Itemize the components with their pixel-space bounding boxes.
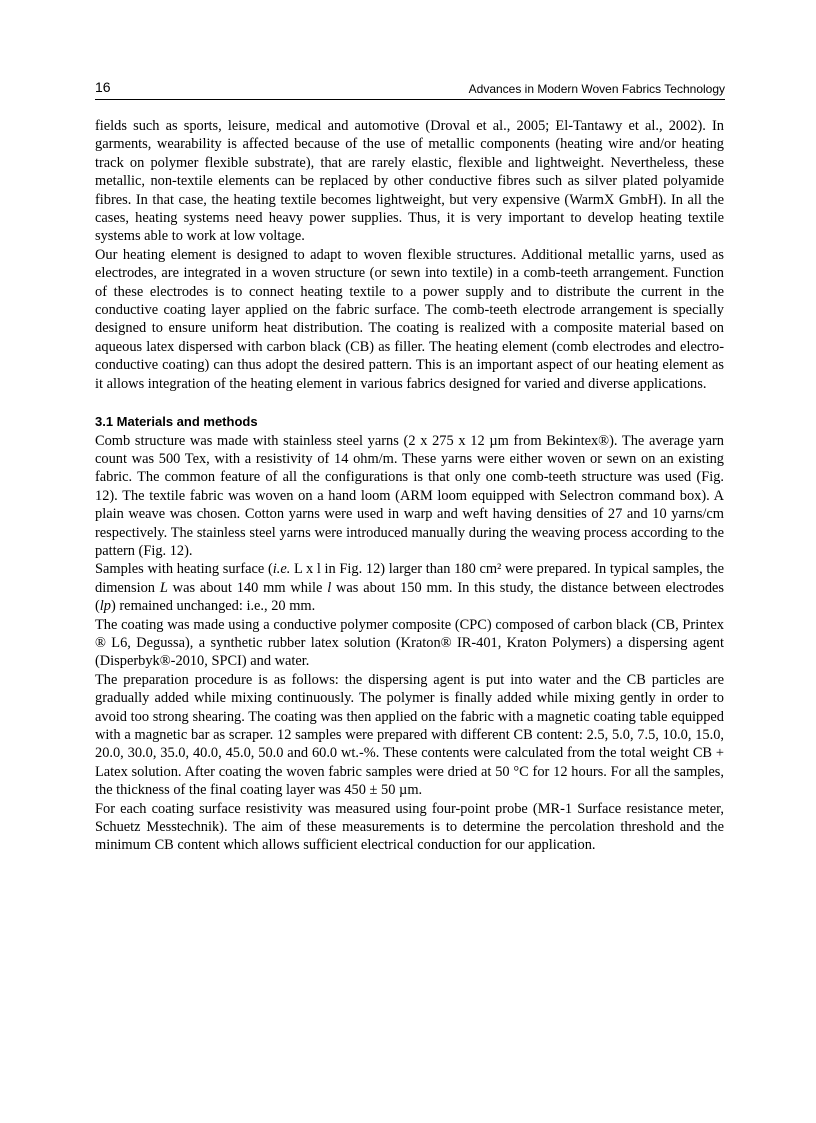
italic-text: i.e.: [272, 561, 291, 578]
running-title: Advances in Modern Woven Fabrics Technology: [468, 82, 725, 96]
paragraph: Our heating element is designed to adapt to woven flexible structures. Additional metallic yarns, used as electrodes, are integrated in a woven structure (or sewn into textile) in a comb-teeth arrangement. Function of these electrodes is to connect heating textile to a power supply and to distribute the current in the conductive coating layer applied on the fabric surface. The comb-teeth electrode arrangement is specially designed to ensure uniform heat distribution. The coating is realized with a composite material based on aqueous latex dispersed with carbon black (CB) as filler. The heating element (comb electrodes and electro-conductive coating) can thus adopt the desired pattern. This is an important aspect of our heating element as it allows integration of the heating element in various fabrics designed for varied and diverse applications.: [95, 246, 724, 392]
italic-text: l: [327, 579, 332, 596]
italic-text: L: [159, 579, 168, 596]
paragraph: The coating was made using a conductive polymer composite (CPC) composed of carbon black (CB, Printex ® L6, Degussa), a synthetic rubber latex solution (Kraton® IR-401, Kraton Polymers) a dispersing agent (Disperbyk®-2010, SPCI) and water.: [95, 616, 724, 670]
text-run: was about 140 mm while: [167, 579, 328, 596]
text-run: was about 150 mm. In this study, the distance between electrodes (: [95, 579, 725, 615]
paragraph: [95, 560, 724, 615]
italic-text: lp: [99, 598, 111, 615]
paragraph: The preparation procedure is as follows: the dispersing agent is put into water and the CB particles are gradually added while mixing continuously. The polymer is finally added while mixing gently in order to avoid too strong shearing. The coating was then applied on the fabric with a magnetic coating table equipped with a magnetic bar as scraper. 12 samples were prepared with different CB content: 2.5, 5.0, 7.5, 10.0, 15.0, 20.0, 30.0, 35.0, 40.0, 45.0, 50.0 and 60.0 wt.-%. These contents were calculated from the total weight CB + Latex solution. After coating the woven fabric samples were dried at 50 °C for 12 hours. For all the samples, the thickness of the final coating layer was 450 ± 50 µm.: [95, 671, 724, 799]
paragraph: Comb structure was made with stainless steel yarns (2 x 275 x 12 µm from Bekintex®). The average yarn count was 500 Tex, with a resistivity of 14 ohm/m. These yarns were either woven or sewn on an existing fabric. The common feature of all the configurations is that only one comb-teeth structure was used (Fig. 12). The textile fabric was woven on a hand loom (ARM loom equipped with Selectron command box). A plain weave was chosen. Cotton yarns were used in warp and weft having densities of 27 and 10 yarns/cm respectively. The stainless steel yarns were introduced manually during the weaving process according to the pattern (Fig. 12).: [95, 432, 724, 559]
page-header: [95, 79, 725, 100]
paragraph: fields such as sports, leisure, medical and automotive (Droval et al., 2005; El-Tantawy et al., 2002). In garments, wearability is affected because of the use of metallic components (heating wire and/or heating track on polymer flexible substrate), that are rarely elastic, flexible and lightweight. Nevertheless, these metallic, non-textile elements can be replaced by other conductive fibres such as silver plated polyamide fibres. In that case, the heating textile becomes lightweight, but very expensive (WarmX GmbH). In all the cases, heating systems need heavy power supplies. Thus, it is very important to develop heating textile systems able to work at low voltage.: [95, 118, 724, 245]
text-run: Samples with heating surface (: [95, 561, 273, 578]
paragraph: For each coating surface resistivity was measured using four-point probe (MR-1 Surface resistance meter, Schuetz Messtechnik). The aim of these measurements is to determine the percolation threshold and the minimum CB content which allows sufficient electrical conduction for our application.: [95, 800, 724, 854]
section-heading: 3.1 Materials and methods: [95, 414, 258, 430]
page-number: 16: [95, 79, 111, 95]
body-text: [95, 117, 724, 855]
text-run: ) remained unchanged: i.e., 20 mm.: [111, 598, 316, 615]
text-run: L x l in Fig. 12) larger than 180 cm² were prepared. In typical samples, the dimension: [95, 561, 724, 596]
